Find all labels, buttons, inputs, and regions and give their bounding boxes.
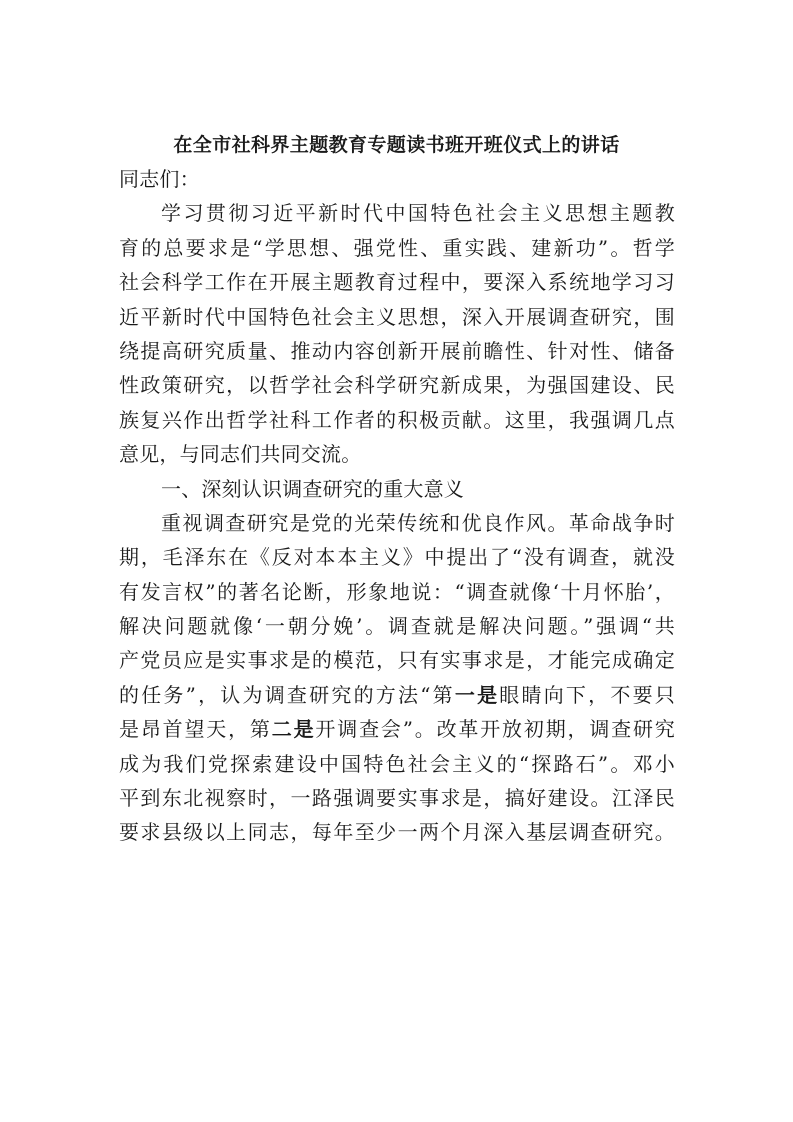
document-body <box>119 162 675 850</box>
document-title: 在全市社科界主题教育专题读书班开班仪式上的讲话 <box>173 134 620 156</box>
paragraph-line: 意见，与同志们共同交流。 <box>119 442 362 467</box>
emphasis-text: 二是 <box>271 717 316 742</box>
paragraph-line <box>119 678 675 712</box>
text-run: 开调查会”。改革开放初期，调查研究 <box>315 717 676 742</box>
salutation: 同志们： <box>119 167 200 191</box>
text-run: 是昂首望天，第 <box>119 717 272 742</box>
paragraph-line: 期，毛泽东在《反对本本主义》中提出了“没有调查，就没 <box>119 545 675 570</box>
paragraph-line: 族复兴作出哲学社科工作者的积极贡献。这里，我强调几点 <box>119 407 675 432</box>
paragraph-line: 近平新时代中国特色社会主义思想，深入开展调查研究，围 <box>119 304 675 329</box>
text-run: 眼睛向下，不要只 <box>499 682 675 707</box>
text-run: 的任务”，认为调查研究的方法“第 <box>119 682 455 707</box>
paragraph-line: 重视调查研究是党的光荣传统和优良作风。革命战争时 <box>161 510 675 535</box>
paragraph-line: 有发言权”的著名论断，形象地说：“调查就像‘十月怀胎’， <box>119 579 675 604</box>
emphasis-text: 一是 <box>454 682 500 707</box>
paragraph-line: 平到东北视察时，一路强调要实事求是，搞好建设。江泽民 <box>119 786 675 811</box>
paragraph-line: 社会科学工作在开展主题教育过程中，要深入系统地学习习 <box>119 270 675 295</box>
paragraph-line: 绕提高研究质量、推动内容创新开展前瞻性、针对性、储备 <box>119 338 675 363</box>
paragraph-line <box>119 712 675 746</box>
section-heading: 一、深刻认识调查研究的重大意义 <box>161 476 464 501</box>
paragraph-line: 解决问题就像‘一朝分娩’。调查就是解决问题。”强调“共 <box>119 614 675 639</box>
paragraph-line: 要求县级以上同志，每年至少一两个月深入基层调查研究。 <box>119 820 675 845</box>
paragraph-line: 育的总要求是“学思想、强党性、重实践、建新功”。哲学 <box>119 235 675 260</box>
paragraph-line: 成为我们党探索建设中国特色社会主义的“探路石”。邓小 <box>119 751 675 776</box>
paragraph-line: 学习贯彻习近平新时代中国特色社会主义思想主题教 <box>161 201 675 226</box>
paragraph-line: 性政策研究，以哲学社会科学研究新成果，为强国建设、民 <box>119 373 675 398</box>
paragraph-line: 产党员应是实事求是的模范，只有实事求是，才能完成确定 <box>119 648 675 673</box>
